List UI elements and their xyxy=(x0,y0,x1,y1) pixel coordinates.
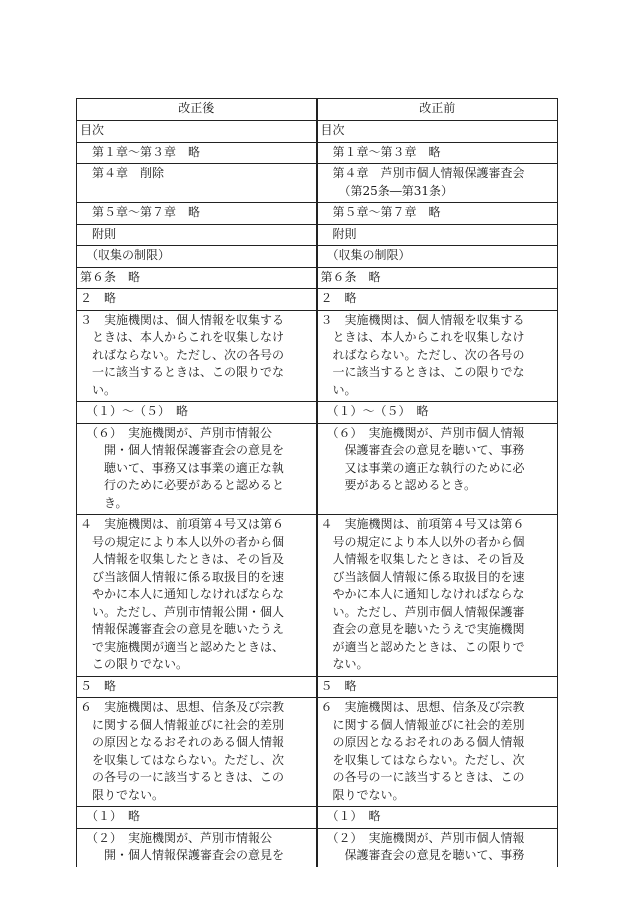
table-row xyxy=(77,142,558,164)
table-row xyxy=(77,267,558,289)
cell-after: ２ 略 xyxy=(77,289,317,311)
amendment-comparison-table xyxy=(76,98,558,867)
cell-after: 第４章 削除 xyxy=(77,164,317,203)
table-row xyxy=(77,402,558,424)
cell-before: ４ 実施機関は、前項第４号又は第６ 号の規定により本人以外の者から個 人情報を収集したときは、その旨及 び当該個人情報に係る取扱目的を速 やかに本人に通知しなければならな い。ただし、芦別市個人情報保護審 査会の意見を聴いたうえで実施機関 が適当と認めたときは、この限りで ない。 xyxy=(317,515,558,677)
table-row xyxy=(77,515,558,677)
cell-before: 第６条 略 xyxy=(317,267,558,289)
cell-after: （６） 実施機関が、芦別市情報公 開・個人情報保護審査会の意見を 聴いて、事務又は事業の適正な執 行のために必要があると認めると き。 xyxy=(77,423,317,515)
table-row xyxy=(77,224,558,246)
table-row xyxy=(77,807,558,829)
table-row xyxy=(77,310,558,402)
cell-after: 附則 xyxy=(77,224,317,246)
table-row xyxy=(77,676,558,698)
cell-after: （１） 略 xyxy=(77,807,317,829)
table-row xyxy=(77,164,558,203)
table-row xyxy=(77,246,558,268)
table-row xyxy=(77,698,558,807)
cell-after: （１）～（５） 略 xyxy=(77,402,317,424)
cell-before: （１）～（５） 略 xyxy=(317,402,558,424)
cell-before: ３ 実施機関は、個人情報を収集する ときは、本人からこれを収集しなけ ればならない。ただし、次の各号の 一に該当するときは、この限りでな い。 xyxy=(317,310,558,402)
cell-after: 第６条 略 xyxy=(77,267,317,289)
cell-after: ４ 実施機関は、前項第４号又は第６ 号の規定により本人以外の者から個 人情報を収集したときは、その旨及 び当該個人情報に係る取扱目的を速 やかに本人に通知しなければならな い。ただし、芦別市情報公開・個人 情報保護審査会の意見を聴いたうえ で実施機関が適当と認めたときは、 この限りでない。 xyxy=(77,515,317,677)
cell-after: ３ 実施機関は、個人情報を収集する ときは、本人からこれを収集しなけ ればならない。ただし、次の各号の 一に該当するときは、この限りでな い。 xyxy=(77,310,317,402)
cell-after: ５ 略 xyxy=(77,676,317,698)
cell-before: 第５章～第７章 略 xyxy=(317,203,558,225)
cell-before: （６） 実施機関が、芦別市個人情報 保護審査会の意見を聴いて、事務 又は事業の適正な執行のために必 要があると認めるとき。 xyxy=(317,423,558,515)
table-row xyxy=(77,828,558,867)
cell-before: ２ 略 xyxy=(317,289,558,311)
cell-before: （２） 実施機関が、芦別市個人情報 保護審査会の意見を聴いて、事務 xyxy=(317,828,558,867)
cell-after: 第５章～第７章 略 xyxy=(77,203,317,225)
cell-before: 第１章～第３章 略 xyxy=(317,142,558,164)
header-before: 改正前 xyxy=(317,99,558,121)
cell-after: 目次 xyxy=(77,121,317,143)
cell-before: ６ 実施機関は、思想、信条及び宗教 に関する個人情報並びに社会的差別 の原因となるおそれのある個人情報 を収集してはならない。ただし、次 の各号の一に該当するときは、この 限りでない。 xyxy=(317,698,558,807)
cell-after: （２） 実施機関が、芦別市情報公 開・個人情報保護審査会の意見を xyxy=(77,828,317,867)
cell-before: 第４章 芦別市個人情報保護審査会 （第25条―第31条） xyxy=(317,164,558,203)
cell-before: ５ 略 xyxy=(317,676,558,698)
table-header-row xyxy=(77,99,558,121)
cell-before: （１） 略 xyxy=(317,807,558,829)
table-row xyxy=(77,289,558,311)
cell-after: 第１章～第３章 略 xyxy=(77,142,317,164)
table-row xyxy=(77,423,558,515)
table-row xyxy=(77,121,558,143)
cell-before: 目次 xyxy=(317,121,558,143)
cell-after: ６ 実施機関は、思想、信条及び宗教 に関する個人情報並びに社会的差別 の原因となるおそれのある個人情報 を収集してはならない。ただし、次 の各号の一に該当するときは、この 限りでない。 xyxy=(77,698,317,807)
table-body xyxy=(77,121,558,867)
table-row xyxy=(77,203,558,225)
cell-before: 附則 xyxy=(317,224,558,246)
cell-after: （収集の制限） xyxy=(77,246,317,268)
cell-before: （収集の制限） xyxy=(317,246,558,268)
header-after: 改正後 xyxy=(77,99,317,121)
